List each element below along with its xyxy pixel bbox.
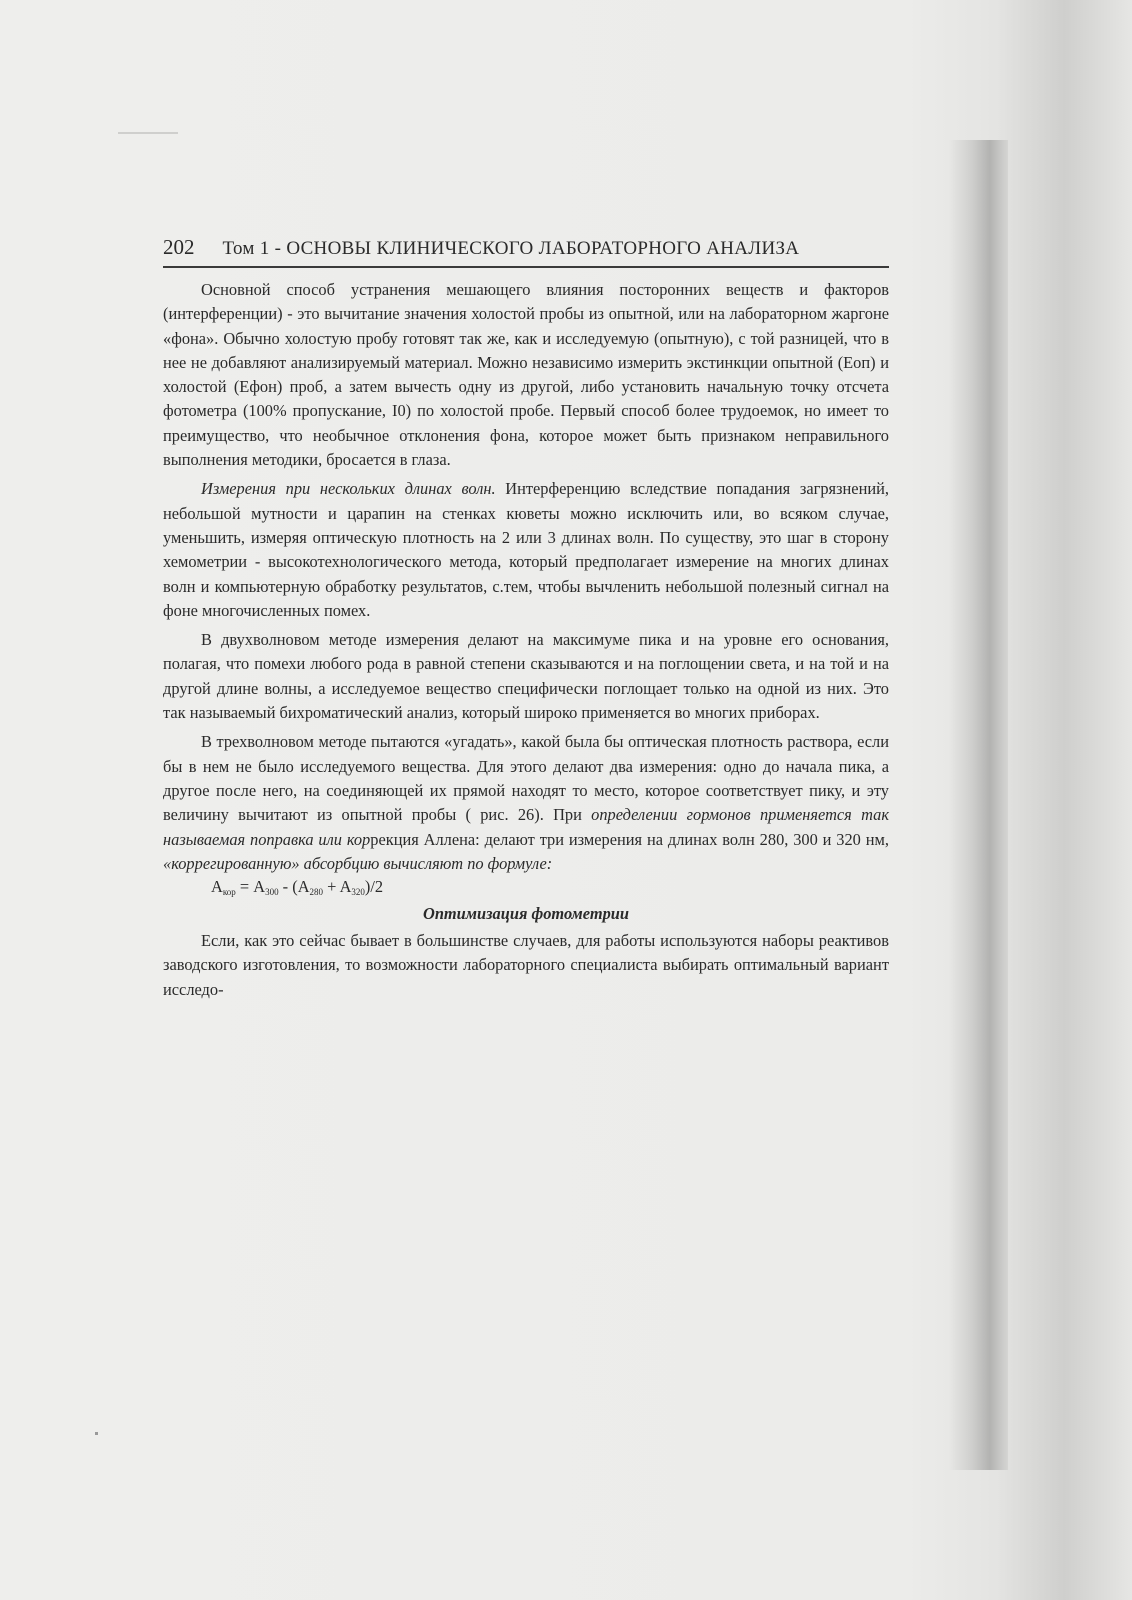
scan-dot (95, 1432, 98, 1435)
running-title: Том 1 - ОСНОВЫ КЛИНИЧЕСКОГО ЛАБОРАТОРНОГО АНАЛИЗА (222, 238, 800, 259)
paragraph-interference: Основной способ устранения мешающего влияния посторонних веществ и факторов (интерференции) - это вычитание значения холостой пробы из опытной, или на лабораторном жаргоне «фона». Обычно холостую пробу готовят так же, как и исследуемую (опытную), с той разницей, что в нее не добавляют анализируемый материал. Можно независимо измерить экстинкции опытной (Еоп) и холостой (Ефон) проб, а затем вычесть одну из другой, либо установить начальную точку отсчета фотометра (100% пропускание, I0) по холостой пробе. Первый способ более трудоемок, но имеет то преимущество, что необычное отклонения фона, которое может быть признаком неправильного выполнения методики, бросается в глаза. (163, 280, 889, 470)
allen-formula: $A_{кор} = A_{300} - (A_{280} + A_{320})/2$ (211, 877, 384, 898)
paragraph-multiwavelength (163, 477, 889, 623)
paragraph-text: рекция Аллена: делают три измерения на длинах волн 280, 300 и 320 нм, (370, 829, 889, 849)
paragraph-optimization: Если, как это сейчас бывает в большинстве случаев, для работы используются наборы реактивов заводского изготовления, то возможности лабораторного специалиста выбирать оптимальный вариант исследо- (163, 931, 889, 999)
paragraph-italic: определении гормонов применяется так называемая поправка или кор (163, 805, 889, 849)
paragraph-three-wavelength (163, 730, 889, 876)
paragraph-italic: «коррегированную» абсорбцию вычисляют по формуле: (163, 853, 553, 873)
scan-mark (118, 132, 178, 134)
page-number: 202 (163, 235, 195, 259)
spine-shadow (948, 140, 1008, 1470)
body-text (163, 278, 889, 1002)
paragraph-two-wavelength: В двухволновом методе измерения делают на максимуме пика и на уровне его основания, полагая, что помехи любого рода в равной степени сказываются и на поглощении света, и на той и на другой длине волны, а исследуемое вещество специфически поглощает только на одной из них. Это так называемый бихроматический анализ, который широко применяется во многих приборах. (163, 630, 889, 723)
paragraph-text: В трехволновом методе пытаются «угадать», какой была бы оптическая плотность раствора, если бы в нем не было исследуемого вещества. Для этого делают два измерения: одно до начала пика, а другое после него, на соединяющей их прямой находят то место, которое соответствует пику, и эту величину вычитают из опытной пробы ( рис. 26). При (163, 732, 889, 825)
paragraph-lead-italic: Измерения при нескольких длинах волн. (201, 479, 496, 499)
running-header (163, 226, 889, 268)
section-heading: Оптимизация фотометрии (422, 904, 630, 924)
paragraph-text: Интерференцию вследствие попадания загрязнений, небольшой мутности и царапин на стенках кюветы можно исключить или, во всяком случае, уменьшить, измеряя оптическую плотность на 2 или 3 длинах волн. По существу, это шаг в сторону хемометрии - высокотехнологического метода, который предполагает измерение на многих длинах волн и компьютерную обработку результатов, с.тем, чтобы вычленить небольшой полезный сигнал на фоне многочисленных помех. (163, 479, 889, 620)
